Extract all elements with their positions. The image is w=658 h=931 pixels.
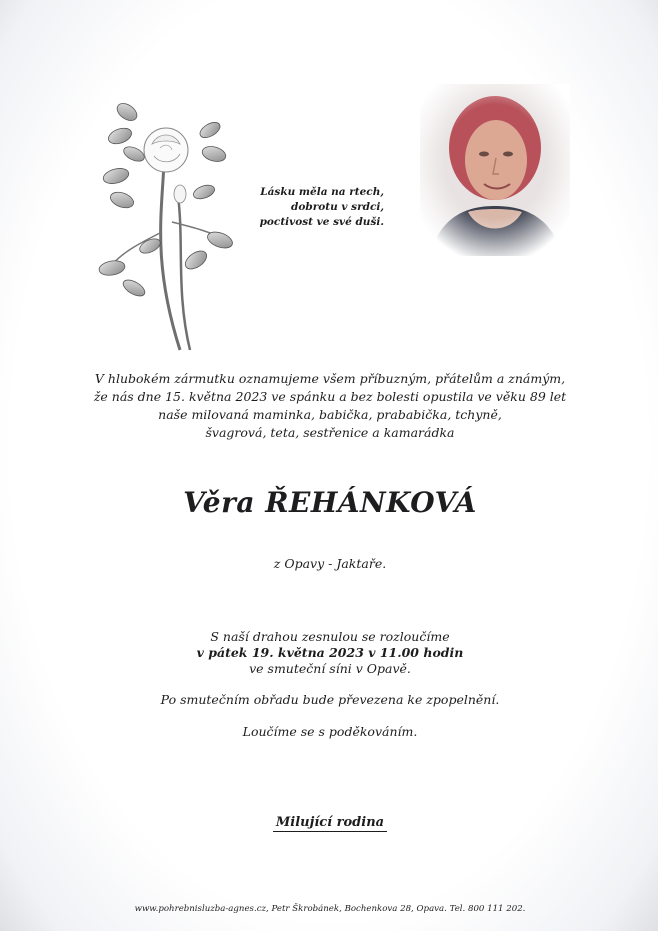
announcement-line: naše milovaná maminka, babička, prababička, tchyně, <box>158 407 502 422</box>
farewell-details <box>60 629 600 677</box>
origin-text: z Opavy - Jaktaře. <box>273 556 387 571</box>
thanks-text: Loučíme se s poděkováním. <box>242 724 418 739</box>
rose-illustration <box>92 92 242 354</box>
farewell-date: v pátek 19. května 2023 v 11.00 hodin <box>196 645 464 660</box>
portrait-photo <box>420 84 570 256</box>
memorial-quote <box>228 185 384 230</box>
quote-line: Lásku měla na rtech, <box>260 186 384 198</box>
quote-line: poctivost ve své duši. <box>259 216 384 228</box>
farewell-place: ve smuteční síni v Opavě. <box>249 661 411 676</box>
funeral-service-footer: www.pohrebnisluzba-agnes.cz, Petr Škrobánek, Bochenkova 28, Opava. Tel. 800 111 202. <box>134 904 526 914</box>
cremation-note: Po smutečním obřadu bude převezena ke zpopelnění. <box>160 692 500 707</box>
signature-text: Milující rodina <box>273 815 387 832</box>
announcement-line: švagrová, teta, sestřenice a kamarádka <box>205 425 455 440</box>
farewell-line: S naší drahou zesnulou se rozloučíme <box>210 629 450 644</box>
announcement-line: V hlubokém zármutku oznamujeme všem příbuzným, přátelům a známým, <box>94 371 566 386</box>
announcement-line: že nás dne 15. května 2023 ve spánku a bez bolesti opustila ve věku 89 let <box>93 389 567 404</box>
quote-line: dobrotu v srdci, <box>291 201 384 213</box>
announcement-text <box>60 370 600 442</box>
deceased-name: Věra ŘEHÁNKOVÁ <box>183 486 477 519</box>
signature <box>60 815 600 830</box>
